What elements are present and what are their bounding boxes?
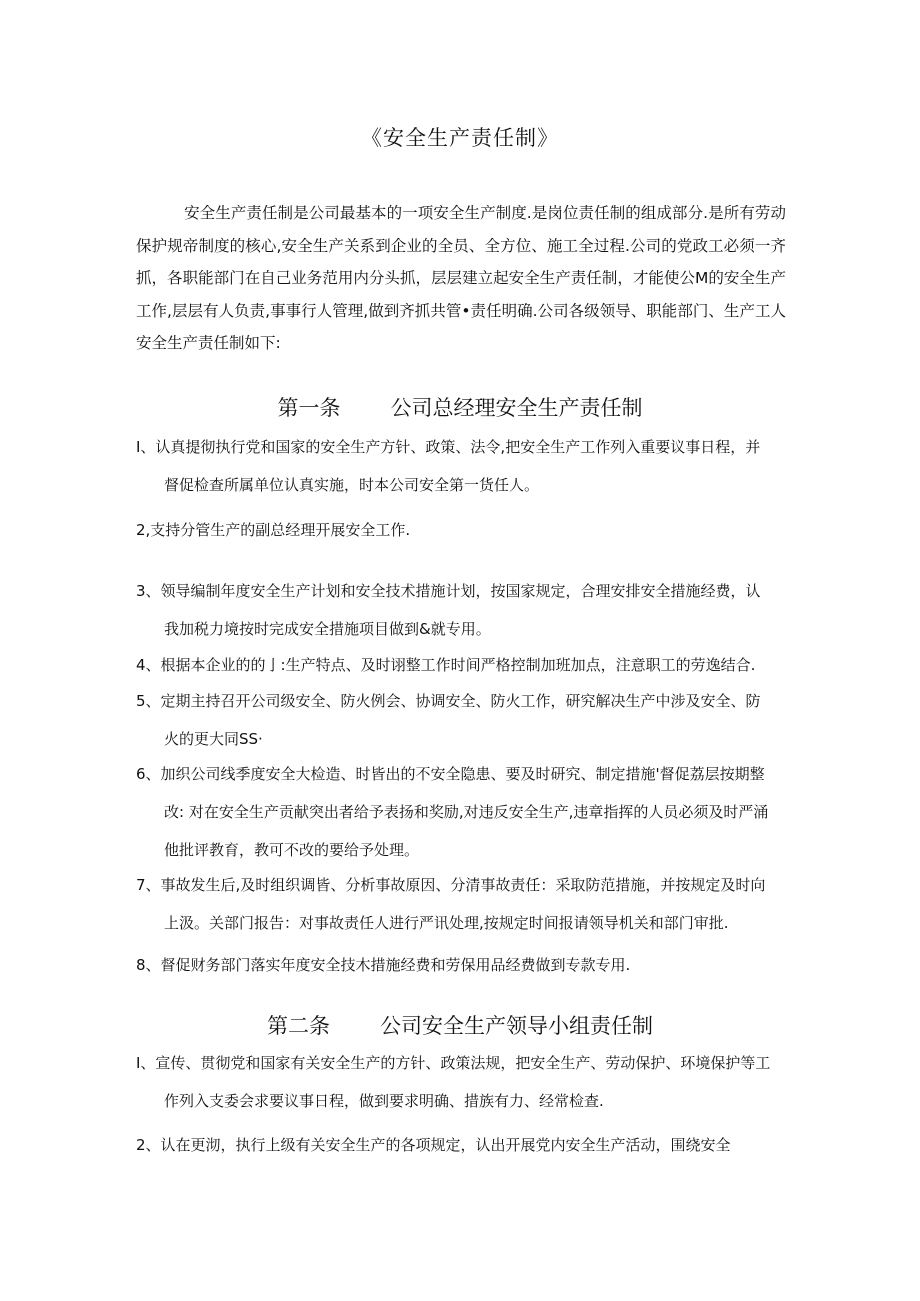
list-item-text: 3、领导编制年度安全生产计划和安全技术措施计划，按国家规定，合理安排安全措施经费，认: [136, 582, 761, 600]
section-number: 第一条: [277, 396, 341, 420]
section-title: 公司安全生产领导小组责任制: [380, 1014, 653, 1038]
list-item-text: 5、定期主持召开公司级安全、防火例会、协调安全、防火工作，研究解决生产中涉及安全、防: [136, 692, 761, 710]
list-item: [136, 572, 788, 648]
document-title: 《安全生产责任制》: [361, 126, 559, 150]
list-item: [136, 646, 788, 684]
list-item-text: I、宣传、贯彻党和国家有关安全生产的方针、政策法规，把安全生产、劳动保护、环境保护等工: [136, 1054, 771, 1072]
list-item-text: 2、认在更沏，执行上级有关安全生产的各项规定，认出开展党内安全生产活动，围绕安全: [136, 1136, 731, 1154]
list-item-continuation: 火的更大同SS·: [164, 730, 263, 748]
list-item-continuation: 作列入支委会求要议事日程，做到要求明确、措族有力、经常检查.: [164, 1092, 604, 1110]
list-item-text: 7、事故发生后,及时组织调皆、分析事故原因、分清事故责任：采取防范措施，并按规定及时向: [136, 876, 766, 894]
list-item: [136, 1044, 788, 1120]
list-item: [136, 511, 788, 549]
list-item-text: 4、根据本企业的的亅:生产特点、及时诩整工作时间严格控制加班加点，注意职工的劳逸结合.: [136, 656, 756, 674]
list-item-continuation: 督促检查所属单位认真实施，时本公司安全第一货任人。: [164, 476, 540, 494]
section-number: 第二条: [267, 1014, 330, 1038]
list-item: [136, 682, 788, 758]
list-item-text: 6、加织公司线季度安全大检造、时皆出的不安全隐患、要及时研究、制定措施'督促荔层按期整: [136, 765, 765, 783]
list-item: [136, 946, 788, 984]
list-item: [136, 1126, 788, 1164]
section-title: 公司总经理安全生产责任制: [390, 396, 643, 420]
intro-paragraph: [136, 197, 786, 360]
list-item-text: 8、督促财务部门落实年度安全技木措施经费和劳保用品经费做到专款专用.: [136, 956, 631, 974]
intro-text: 安全生产责任制是公司最基本的一项安全生产制度.是岗位责任制的组成部分.是所有劳动保护规帝制度的核心,安全生产关系到企业的全员、全方位、施工全过程.公司的党政工必须一齐抓，各职能部门在自己业务范用内分头抓，层层建立起安全生产责任制，才能使公M的安全生产工作,层层有人负责,事事行人管理,做到齐抓共管•责任明确.公司各级领导、职能部门、生产工人安全生产责任制如下:: [136, 204, 786, 352]
list-item-text: I、认真提彻执行党和国家的安全生产方针、政策、法令,把安全生产工作列入重要议事日程，并: [136, 438, 761, 456]
list-item-continuation: 他批评教育，教可不改的要给予处理。: [164, 841, 420, 859]
list-item: [136, 866, 788, 942]
section-heading-2: [0, 1010, 920, 1040]
list-item: [136, 428, 788, 504]
list-item: [136, 755, 788, 869]
list-item-continuation: 改: 对在安全生产贡献突出者给予表扬和奖励,对违反安全生产,违章指挥的人员必须及时严涌: [164, 803, 769, 821]
list-item-continuation: 上汲。关部门报告：对事故责任人进行严讯处理,按规定时间报请领导机关和部门审批.: [164, 914, 729, 932]
section-heading-1: [0, 392, 920, 422]
list-item-continuation: 我加税力境按时完成安全措施项目做到&就专用。: [164, 620, 491, 638]
list-item-text: 2,支持分管生产的副总经理开展安全工作.: [136, 521, 411, 539]
